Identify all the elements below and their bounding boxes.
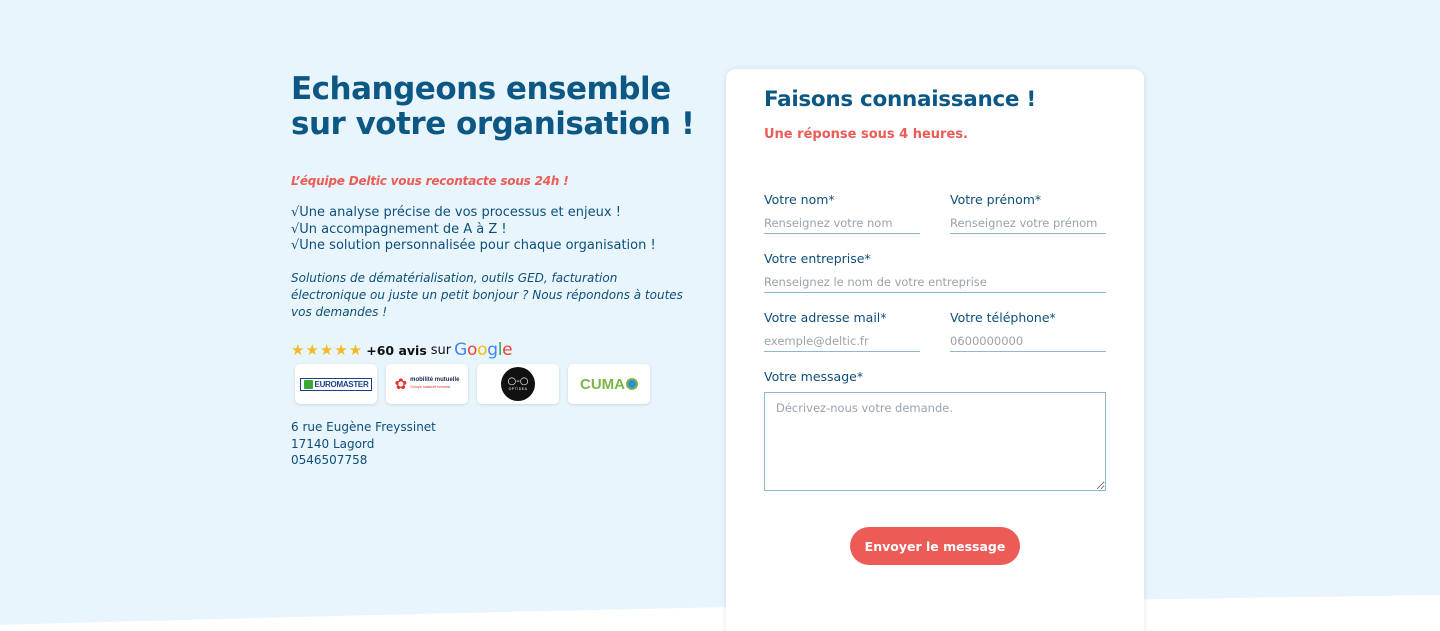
address-city: 17140 Lagord xyxy=(291,436,375,451)
send-message-button[interactable]: Envoyer le message xyxy=(850,527,1020,565)
contact-intro xyxy=(291,71,701,468)
contact-form-card xyxy=(726,69,1144,631)
mail-field xyxy=(764,310,920,352)
form-subtitle: Une réponse sous 4 heures. xyxy=(764,127,968,142)
benefit-item: √Une analyse précise de vos processus et enjeux ! xyxy=(291,205,621,220)
form-title: Faisons connaissance ! xyxy=(764,87,1036,112)
prenom-field xyxy=(950,192,1106,234)
nom-label: Votre nom* xyxy=(764,192,835,207)
tagline: L’équipe Deltic vous recontacte sous 24h ! xyxy=(291,174,569,188)
telephone-input[interactable] xyxy=(950,334,1106,352)
star-rating-icon: ★★★★★ xyxy=(291,341,364,359)
address-phone: 0546507758 xyxy=(291,453,368,468)
google-rating xyxy=(291,340,512,360)
entreprise-label: Votre entreprise* xyxy=(764,251,871,266)
prenom-input[interactable] xyxy=(950,216,1106,234)
message-field xyxy=(764,369,1106,491)
mail-label: Votre adresse mail* xyxy=(764,310,887,325)
message-label: Votre message* xyxy=(764,369,864,384)
optidea-logo: ○-○ OPTIDEA xyxy=(477,364,559,404)
message-textarea[interactable] xyxy=(764,392,1106,491)
benefits-list xyxy=(291,205,701,255)
prenom-label: Votre prénom* xyxy=(950,192,1042,207)
entreprise-field xyxy=(764,251,1106,293)
solutions-text: Solutions de dématérialisation, outils GED, facturation électronique ou juste un petit bonjour ? Nous répondons à toutes vos demandes ! xyxy=(291,270,683,319)
contact-address xyxy=(291,419,436,469)
nom-field xyxy=(764,192,920,234)
entreprise-input[interactable] xyxy=(764,275,1106,293)
address-street: 6 rue Eugène Freyssinet xyxy=(291,420,436,434)
benefit-item: √Une solution personnalisée pour chaque organisation ! xyxy=(291,238,656,253)
google-logo: Google xyxy=(454,340,513,360)
cuma-logo: CUMA xyxy=(568,364,650,404)
bottom-wave-decoration xyxy=(0,591,1440,631)
euromaster-logo: EUROMASTER xyxy=(295,364,377,404)
benefit-item: √Un accompagnement de A à Z ! xyxy=(291,221,507,237)
telephone-field xyxy=(950,310,1106,352)
rating-count: +60 avis xyxy=(366,342,427,358)
page-title: Echangeons ensemble sur votre organisation ! xyxy=(291,71,695,142)
mobilite-mutuelle-logo: ✿ mobilité mutuelle Groupe malakoff humanis xyxy=(386,364,468,404)
client-logos xyxy=(295,364,650,404)
telephone-label: Votre téléphone* xyxy=(950,310,1056,325)
mail-input[interactable] xyxy=(764,334,920,352)
nom-input[interactable] xyxy=(764,216,920,234)
rating-on-label: sur xyxy=(430,342,452,358)
